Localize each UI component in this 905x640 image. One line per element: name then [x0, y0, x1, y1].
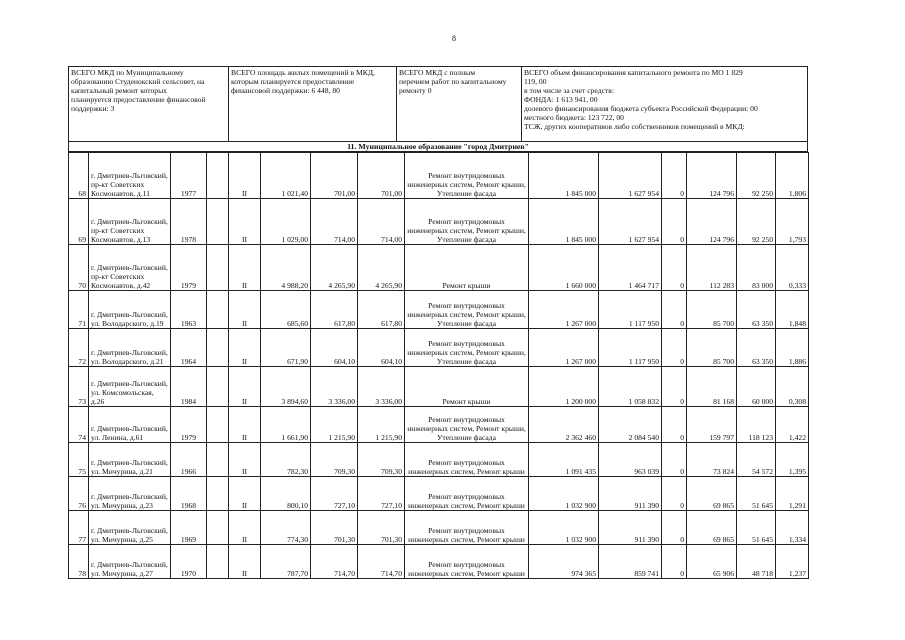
page-number: 8	[452, 34, 456, 43]
table-row	[69, 245, 809, 291]
fund-share: 1 627 954	[599, 199, 662, 245]
summary-line: ФОНДА: 1 613 941, 00	[524, 95, 598, 104]
living-area: 604,10	[311, 329, 358, 367]
subject-budget: 0	[662, 367, 687, 407]
total-area: 1 029,00	[261, 199, 311, 245]
residents-area: 617,80	[358, 291, 405, 329]
living-area: 727,10	[311, 477, 358, 511]
row-number: 76	[69, 477, 89, 511]
repair-works: Ремонт внутридомовых инженерных систем, Ремонт крыши, Утепление фасада	[405, 407, 529, 443]
repair-works: Ремонт внутридомовых инженерных систем, Ремонт крыши, Утепление фасада	[405, 291, 529, 329]
total-cost: 1 660 000	[529, 245, 599, 291]
house-address: г. Дмитриев-Льговский, пр-кт Советских Космонавтов, д.11	[89, 153, 171, 199]
build-year: 1963	[171, 291, 207, 329]
cost-per-sqm: 0,333	[776, 245, 809, 291]
subject-budget: 0	[662, 153, 687, 199]
residents-area: 727,10	[358, 477, 405, 511]
summary-line: перечнем работ по капитальному	[399, 77, 507, 86]
summary-line: ремонту 0	[399, 86, 432, 95]
total-cost: 1 845 000	[529, 199, 599, 245]
empty-cell	[207, 511, 229, 545]
row-number: 74	[69, 407, 89, 443]
table-row	[69, 511, 809, 545]
fund-share: 1 117 950	[599, 329, 662, 367]
house-address: г. Дмитриев-Льговский, пр-кт Советских Космонавтов, д.42	[89, 245, 171, 291]
repair-works: Ремонт внутридомовых инженерных систем, Ремонт крыши, Утепление фасада	[405, 329, 529, 367]
local-budget: 69 865	[687, 511, 737, 545]
house-address: г. Дмитриев-Льговский, ул. Ленина, д.61	[89, 407, 171, 443]
table-row	[69, 153, 809, 199]
local-budget: 124 796	[687, 153, 737, 199]
summary-full-repair	[397, 67, 522, 141]
total-cost: 1 267 000	[529, 291, 599, 329]
local-budget: 85 700	[687, 291, 737, 329]
build-year: 1968	[171, 477, 207, 511]
repair-works: Ремонт внутридомовых инженерных систем, Ремонт крыши	[405, 443, 529, 477]
total-cost: 974 365	[529, 545, 599, 579]
empty-cell	[207, 545, 229, 579]
row-number: 71	[69, 291, 89, 329]
repair-works: Ремонт внутридомовых инженерных систем, Ремонт крыши	[405, 545, 529, 579]
summary-total-area	[229, 67, 397, 141]
house-address: г. Дмитриев-Льговский, пр-кт Советских Космонавтов, д.13	[89, 199, 171, 245]
total-area: 671,90	[261, 329, 311, 367]
cost-per-sqm: 1,886	[776, 329, 809, 367]
residents-area: 714,70	[358, 545, 405, 579]
total-area: 1 661,90	[261, 407, 311, 443]
build-year: 1966	[171, 443, 207, 477]
summary-line: образованию Студенокский сельсовет, на	[71, 77, 205, 86]
build-year: 1970	[171, 545, 207, 579]
fund-share: 859 741	[599, 545, 662, 579]
living-area: 1 215,90	[311, 407, 358, 443]
subject-budget: 0	[662, 443, 687, 477]
empty-cell	[207, 199, 229, 245]
house-address: г. Дмитриев-Льговский, ул. Мичурина, д.23	[89, 477, 171, 511]
fund-share: 1 117 950	[599, 291, 662, 329]
subject-budget: 0	[662, 511, 687, 545]
local-budget: 85 700	[687, 329, 737, 367]
repair-works: Ремонт внутридомовых инженерных систем, Ремонт крыши, Утепление фасада	[405, 153, 529, 199]
summary-line: капитальный ремонт которых	[71, 86, 167, 95]
summary-line: поддержки: 3	[71, 104, 115, 113]
living-area: 701,30	[311, 511, 358, 545]
residents-area: 701,00	[358, 153, 405, 199]
fund-share: 911 390	[599, 511, 662, 545]
empty-cell	[207, 329, 229, 367]
owners-share: 92 250	[737, 199, 776, 245]
row-number: 70	[69, 245, 89, 291]
residents-area: 709,30	[358, 443, 405, 477]
summary-line: ВСЕГО объем финансирования капитального ремонта по МО 1 829	[524, 68, 743, 77]
repair-works: Ремонт крыши	[405, 367, 529, 407]
house-address: г. Дмитриев-Льговский, ул. Мичурина, д.21	[89, 443, 171, 477]
row-number: 73	[69, 367, 89, 407]
total-cost: 1 267 000	[529, 329, 599, 367]
owners-share: 83 000	[737, 245, 776, 291]
total-area: 774,30	[261, 511, 311, 545]
summary-line: ВСЕГО МКД с полным	[399, 68, 476, 77]
cost-per-sqm: 1,237	[776, 545, 809, 579]
local-budget: 65 906	[687, 545, 737, 579]
residents-area: 714,00	[358, 199, 405, 245]
row-number: 68	[69, 153, 89, 199]
subject-budget: 0	[662, 199, 687, 245]
row-number: 72	[69, 329, 89, 367]
wall-category: II	[229, 245, 261, 291]
summary-line: ТСЖ, других кооперативов либо собственников помещений в МКД:	[524, 122, 745, 131]
house-address: г. Дмитриев-Льговский, ул. Мичурина, д.25	[89, 511, 171, 545]
wall-category: II	[229, 407, 261, 443]
living-area: 4 265,90	[311, 245, 358, 291]
row-number: 78	[69, 545, 89, 579]
empty-cell	[207, 153, 229, 199]
owners-share: 54 572	[737, 443, 776, 477]
fund-share: 1 627 954	[599, 153, 662, 199]
owners-share: 48 718	[737, 545, 776, 579]
fund-share: 2 084 540	[599, 407, 662, 443]
total-cost: 1 845 000	[529, 153, 599, 199]
local-budget: 124 796	[687, 199, 737, 245]
subject-budget: 0	[662, 329, 687, 367]
total-area: 1 021,40	[261, 153, 311, 199]
residents-area: 1 215,90	[358, 407, 405, 443]
total-cost: 1 032 900	[529, 511, 599, 545]
living-area: 709,30	[311, 443, 358, 477]
living-area: 701,00	[311, 153, 358, 199]
wall-category: II	[229, 153, 261, 199]
total-cost: 2 362 460	[529, 407, 599, 443]
total-cost: 1 091 435	[529, 443, 599, 477]
table-row	[69, 545, 809, 579]
subject-budget: 0	[662, 477, 687, 511]
summary-line: ВСЕГО площадь жилых помещений в МКД,	[231, 68, 375, 77]
repair-works: Ремонт внутридомовых инженерных систем, Ремонт крыши, Утепление фасада	[405, 199, 529, 245]
wall-category: II	[229, 329, 261, 367]
table-row	[69, 477, 809, 511]
row-number: 69	[69, 199, 89, 245]
empty-cell	[207, 477, 229, 511]
subject-budget: 0	[662, 407, 687, 443]
house-address: г. Дмитриев-Льговский, ул. Комсомольская, д.26	[89, 367, 171, 407]
summary-line: долевого финансирования бюджета субъекта Российской Федерации: 00	[524, 104, 758, 113]
summary-line: в том числе за счет средств:	[524, 86, 614, 95]
total-cost: 1 032 900	[529, 477, 599, 511]
summary-line: планируется предоставление финансовой	[71, 95, 206, 104]
owners-share: 63 350	[737, 291, 776, 329]
owners-share: 60 000	[737, 367, 776, 407]
empty-cell	[207, 443, 229, 477]
total-cost: 1 200 000	[529, 367, 599, 407]
summary-total-houses	[69, 67, 229, 141]
table-row	[69, 407, 809, 443]
local-budget: 81 168	[687, 367, 737, 407]
living-area: 714,00	[311, 199, 358, 245]
total-area: 3 894,60	[261, 367, 311, 407]
build-year: 1964	[171, 329, 207, 367]
row-number: 77	[69, 511, 89, 545]
cost-per-sqm: 1,793	[776, 199, 809, 245]
table-row	[69, 443, 809, 477]
summary-line: финансовой поддержки: 6 448, 80	[231, 86, 340, 95]
table-row	[69, 199, 809, 245]
living-area: 3 336,00	[311, 367, 358, 407]
empty-cell	[207, 245, 229, 291]
total-area: 787,70	[261, 545, 311, 579]
total-area: 800,10	[261, 477, 311, 511]
cost-per-sqm: 1,334	[776, 511, 809, 545]
cost-per-sqm: 1,848	[776, 291, 809, 329]
cost-per-sqm: 1,291	[776, 477, 809, 511]
row-number: 75	[69, 443, 89, 477]
house-address: г. Дмитриев-Льговский, ул. Мичурина, д.27	[89, 545, 171, 579]
fund-share: 1 464 717	[599, 245, 662, 291]
residents-area: 4 265,90	[358, 245, 405, 291]
owners-share: 51 645	[737, 511, 776, 545]
residents-area: 3 336,00	[358, 367, 405, 407]
total-area: 685,60	[261, 291, 311, 329]
cost-per-sqm: 1,806	[776, 153, 809, 199]
summary-block	[68, 66, 808, 142]
build-year: 1969	[171, 511, 207, 545]
houses-table	[68, 152, 809, 579]
table-row	[69, 329, 809, 367]
build-year: 1977	[171, 153, 207, 199]
owners-share: 63 350	[737, 329, 776, 367]
residents-area: 604,10	[358, 329, 405, 367]
summary-line: местного бюджета: 123 722, 00	[524, 113, 624, 122]
total-area: 782,30	[261, 443, 311, 477]
table-row	[69, 367, 809, 407]
empty-cell	[207, 291, 229, 329]
local-budget: 112 283	[687, 245, 737, 291]
repair-works: Ремонт крыши	[405, 245, 529, 291]
build-year: 1979	[171, 407, 207, 443]
table-row	[69, 291, 809, 329]
local-budget: 159 797	[687, 407, 737, 443]
summary-line: которым планируется предоставление	[231, 77, 355, 86]
wall-category: II	[229, 443, 261, 477]
wall-category: II	[229, 291, 261, 329]
section-title: 11. Муниципальное образование "город Дмитриев"	[68, 142, 808, 152]
summary-line: ВСЕГО МКД по Муниципальному	[71, 68, 184, 77]
house-address: г. Дмитриев-Льговский, ул. Володарского, д.19	[89, 291, 171, 329]
subject-budget: 0	[662, 291, 687, 329]
living-area: 617,80	[311, 291, 358, 329]
total-area: 4 988,20	[261, 245, 311, 291]
build-year: 1979	[171, 245, 207, 291]
living-area: 714,70	[311, 545, 358, 579]
local-budget: 69 865	[687, 477, 737, 511]
repair-works: Ремонт внутридомовых инженерных систем, Ремонт крыши	[405, 477, 529, 511]
wall-category: II	[229, 545, 261, 579]
cost-per-sqm: 1,395	[776, 443, 809, 477]
residents-area: 701,30	[358, 511, 405, 545]
owners-share: 51 645	[737, 477, 776, 511]
wall-category: II	[229, 199, 261, 245]
wall-category: II	[229, 477, 261, 511]
summary-financing	[522, 67, 807, 141]
fund-share: 1 058 832	[599, 367, 662, 407]
wall-category: II	[229, 367, 261, 407]
owners-share: 92 250	[737, 153, 776, 199]
owners-share: 118 123	[737, 407, 776, 443]
local-budget: 73 824	[687, 443, 737, 477]
summary-line: 119, 00	[524, 77, 547, 86]
cost-per-sqm: 0,308	[776, 367, 809, 407]
fund-share: 963 039	[599, 443, 662, 477]
subject-budget: 0	[662, 245, 687, 291]
empty-cell	[207, 407, 229, 443]
house-address: г. Дмитриев-Льговский, ул. Володарского, д.21	[89, 329, 171, 367]
cost-per-sqm: 1,422	[776, 407, 809, 443]
empty-cell	[207, 367, 229, 407]
wall-category: II	[229, 511, 261, 545]
fund-share: 911 390	[599, 477, 662, 511]
build-year: 1978	[171, 199, 207, 245]
subject-budget: 0	[662, 545, 687, 579]
build-year: 1984	[171, 367, 207, 407]
repair-works: Ремонт внутридомовых инженерных систем, Ремонт крыши	[405, 511, 529, 545]
